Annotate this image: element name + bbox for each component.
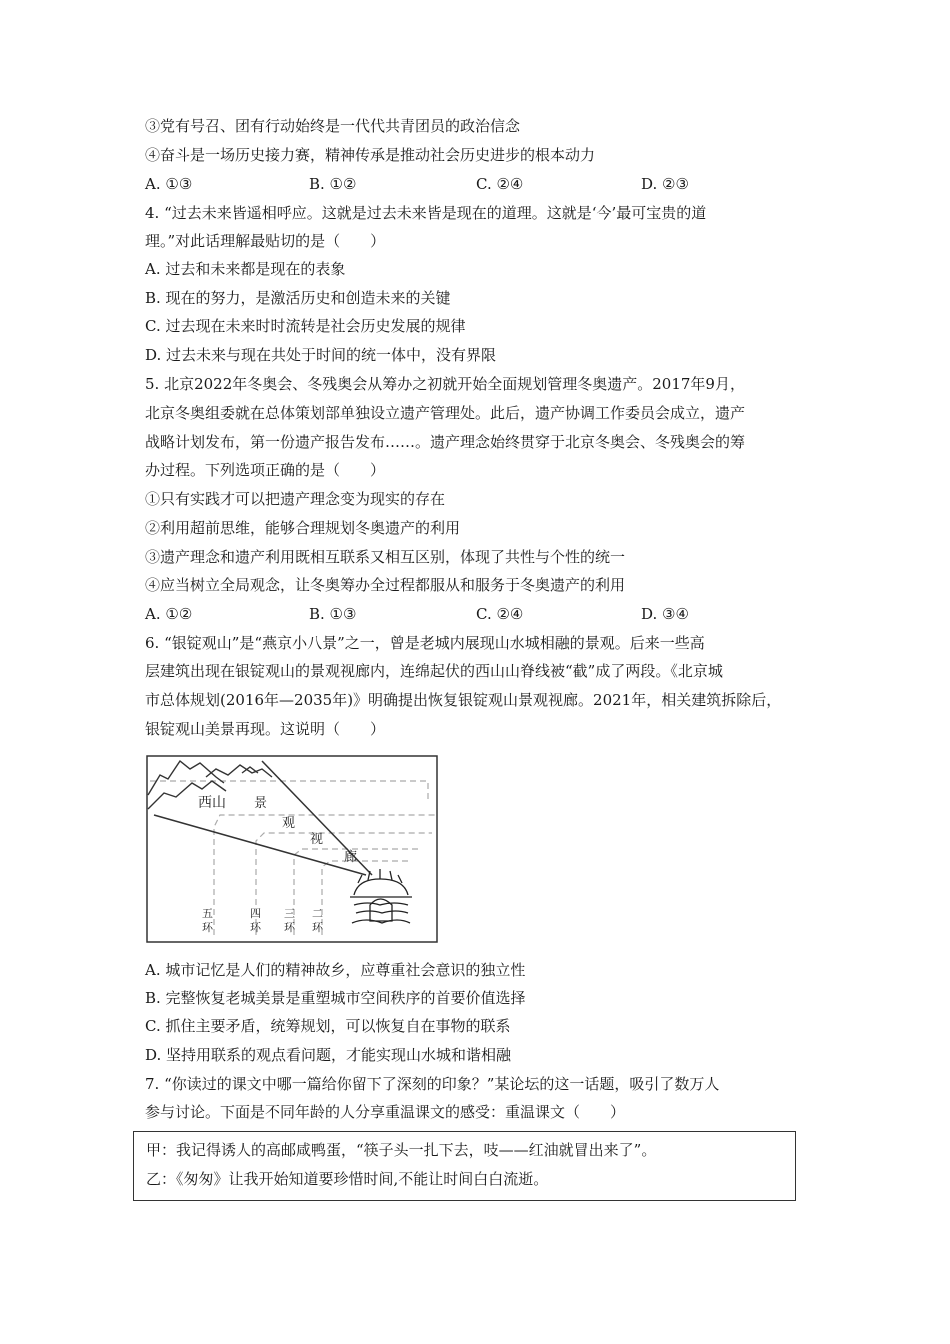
corridor-char-2: 观 bbox=[282, 816, 296, 831]
q3-option-d[interactable]: D. ②③ bbox=[641, 175, 689, 193]
corridor-char-4: 廊 bbox=[344, 850, 358, 865]
q6-stem-line-4: 银锭观山美景再现。这说明（ ） bbox=[145, 720, 386, 738]
q6-option-c[interactable]: C. 抓住主要矛盾，统筹规划，可以恢复自在事物的联系 bbox=[145, 1017, 511, 1035]
ring-4-label-top: 四 bbox=[250, 907, 261, 920]
q5-stem-line-2: 北京冬奥组委就在总体策划部单独设立遗产管理处。此后，遗产协调工作委员会成立，遗产 bbox=[145, 404, 746, 422]
q5-option-a[interactable]: A. ①② bbox=[145, 605, 193, 623]
q5-stem-line-4: 办过程。下列选项正确的是（ ） bbox=[145, 461, 386, 479]
q6-option-a[interactable]: A. 城市记忆是人们的精神故乡，应尊重社会意识的独立性 bbox=[145, 961, 526, 979]
q6-stem-line-3: 市总体规划(2016年—2035年)》明确提出恢复银锭观山景观视廊。2021年，相关建筑拆除后， bbox=[145, 691, 782, 709]
q3-item-3: ③党有号召、团有行动始终是一代代共青团员的政治信念 bbox=[145, 117, 521, 135]
q5-option-c[interactable]: C. ②④ bbox=[476, 605, 524, 623]
ring-2-label-bottom: 环 bbox=[312, 921, 323, 934]
q6-option-d[interactable]: D. 坚持用联系的观点看问题，才能实现山水城和谐相融 bbox=[145, 1046, 512, 1064]
q4-option-d[interactable]: D. 过去未来与现在共处于时间的统一体中，没有界限 bbox=[145, 346, 497, 364]
corridor-char-3: 视 bbox=[310, 832, 324, 847]
q7-stem-line-2: 参与讨论。下面是不同年龄的人分享重温课文的感受：重温课文（ ） bbox=[145, 1103, 626, 1121]
corridor-char-1: 景 bbox=[254, 796, 268, 811]
q5-stem-line-3: 战略计划发布，第一份遗产报告发布……。遗产理念始终贯穿于北京冬奥会、冬残奥会的筹 bbox=[145, 433, 746, 451]
q3-item-4: ④奋斗是一场历史接力赛，精神传承是推动社会历史进步的根本动力 bbox=[145, 146, 596, 164]
q4-option-a[interactable]: A. 过去和未来都是现在的表象 bbox=[145, 260, 346, 278]
ring-3-label-bottom: 环 bbox=[284, 921, 295, 934]
q5-option-d[interactable]: D. ③④ bbox=[641, 605, 689, 623]
q3-option-c[interactable]: C. ②④ bbox=[476, 175, 524, 193]
q3-option-b[interactable]: B. ①② bbox=[309, 175, 357, 193]
view-corridor-diagram bbox=[146, 755, 438, 943]
ring-3-label-top: 三 bbox=[284, 907, 295, 920]
q5-item-1: ①只有实践才可以把遗产理念变为现实的存在 bbox=[145, 490, 446, 508]
ring-2-label-top: 二 bbox=[312, 907, 323, 920]
q7-quote-box bbox=[133, 1131, 796, 1201]
ring-5-label-top: 五 bbox=[202, 907, 213, 920]
q5-stem-line-1: 5. 北京2022年冬奥会、冬残奥会从筹办之初就开始全面规划管理冬奥遗产。2017年9月， bbox=[145, 375, 745, 393]
q5-option-b[interactable]: B. ①③ bbox=[309, 605, 357, 623]
ring-4-label-bottom: 环 bbox=[250, 921, 261, 934]
q7-stem-line-1: 7. “你读过的课文中哪一篇给你留下了深刻的印象？”某论坛的这一话题，吸引了数万人 bbox=[145, 1075, 720, 1093]
q3-option-a[interactable]: A. ①③ bbox=[145, 175, 193, 193]
q4-option-b[interactable]: B. 现在的努力，是激活历史和创造未来的关键 bbox=[145, 289, 451, 307]
q5-item-4: ④应当树立全局观念，让冬奥筹办全过程都服从和服务于冬奥遗产的利用 bbox=[145, 576, 626, 594]
q7-quote-a: 甲：我记得诱人的高邮咸鸭蛋，“筷子头一扎下去，吱——红油就冒出来了”。 bbox=[146, 1141, 657, 1159]
q7-quote-b: 乙：《匆匆》让我开始知道要珍惜时间,不能让时间白白流逝。 bbox=[146, 1170, 549, 1188]
q4-stem-line-1: 4. “过去未来皆遥相呼应。这就是过去未来皆是现在的道理。这就是‘今’最可宝贵的道 bbox=[145, 204, 707, 222]
q5-item-2: ②利用超前思维，能够合理规划冬奥遗产的利用 bbox=[145, 519, 461, 537]
q6-option-b[interactable]: B. 完整恢复老城美景是重塑城市空间秩序的首要价值选择 bbox=[145, 989, 526, 1007]
q5-item-3: ③遗产理念和遗产利用既相互联系又相互区别，体现了共性与个性的统一 bbox=[145, 548, 626, 566]
q4-stem-line-2: 理。”对此话理解最贴切的是（ ） bbox=[145, 232, 386, 250]
west-mountain-label: 西山 bbox=[198, 795, 226, 811]
q4-option-c[interactable]: C. 过去现在未来时时流转是社会历史发展的规律 bbox=[145, 317, 466, 335]
q6-stem-line-2: 层建筑出现在银锭观山的景观视廊内，连绵起伏的西山山脊线被“截”成了两段。《北京城 bbox=[145, 662, 723, 680]
ring-5-label-bottom: 环 bbox=[202, 921, 213, 934]
q6-stem-line-1: 6. “银锭观山”是“燕京小八景”之一，曾是老城内展现山水城相融的景观。后来一些高 bbox=[145, 634, 705, 652]
